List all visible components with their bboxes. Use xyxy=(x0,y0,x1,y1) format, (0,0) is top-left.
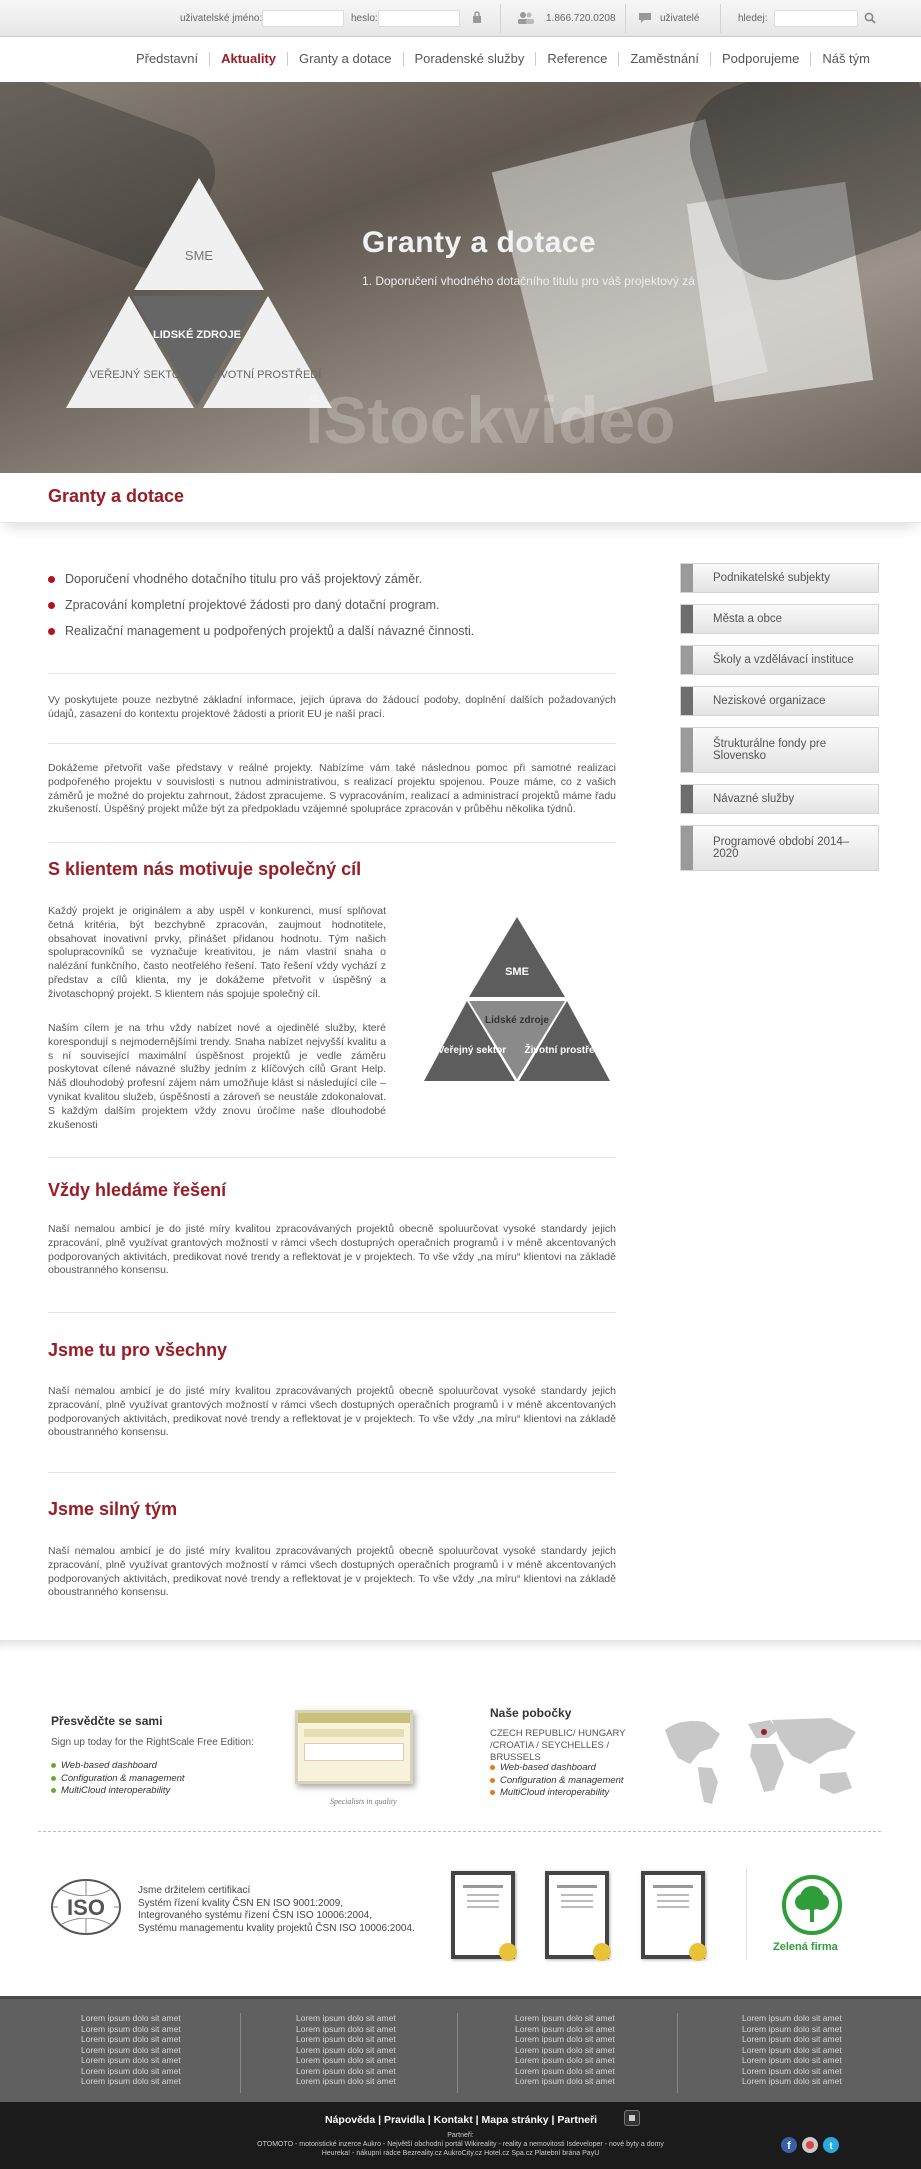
app-icon[interactable] xyxy=(624,2110,640,2126)
list-item: Web-based dashboard xyxy=(51,1760,185,1773)
intro-paragraph-2: Dokážeme přetvořit vaše představy v reálné projekty. Nabízíme vám také následnou pomoc při samotné realizaci podpořeného projektu v souvislosti s nutnou administrativou, s realizací projektu spojenou. Pouze máme, co z vašich záměrů je možné do projektu zahrnout, žádost zpracujeme. S vypracováním, realizací a administrací projektů máme řadu zkušeností. Úspěšný projekt může být za předpokladu vzájemné spolupráce zpracován v průběhu několika týdnů. xyxy=(48,762,616,816)
partners-line[interactable]: OTOMOTO - motoristické inzerce Aukro - Největší obchodní portál Wikireality - reality a nemovitosti Isdeveloper - nové byty a domy xyxy=(257,2141,664,2148)
footer-link[interactable]: Lorem ipsum dolo sit amet xyxy=(296,2023,396,2034)
page-title: Granty a dotace xyxy=(48,486,185,506)
svg-text:f: f xyxy=(787,2140,791,2152)
divider xyxy=(48,673,616,674)
list-item: Doporučení vhodného dotačního titulu pro váš projektový záměr. xyxy=(48,572,474,586)
sidebar-item-navazne[interactable]: Návazné služby xyxy=(680,784,879,814)
sidebar xyxy=(680,563,879,882)
section-heading-vsechny: Jsme tu pro všechny xyxy=(48,1340,228,1360)
footer-link-columns xyxy=(0,1996,921,2102)
section-heading-reseni: Vždy hledáme řešení xyxy=(48,1180,227,1200)
certificate-image[interactable] xyxy=(641,1871,705,1959)
tri-sme: SME xyxy=(505,966,529,978)
promo-screenshot-thumbnail[interactable] xyxy=(295,1710,413,1784)
password-input[interactable] xyxy=(378,10,460,27)
footer-link[interactable]: Lorem ipsum dolo sit amet xyxy=(296,2065,396,2076)
partners-line[interactable]: Heureka! - nákupní rádce Bezreality.cz AukroCity.cz Hotel.cz Spa.cz Platební brána PayU xyxy=(321,2150,600,2157)
promo-caption: Specialists in quality xyxy=(330,1797,397,1806)
footer-link[interactable]: Lorem ipsum dolo sit amet xyxy=(296,2013,396,2023)
divider xyxy=(457,2013,458,2093)
service-bullet-list xyxy=(48,572,474,650)
link-mapa[interactable]: Mapa stránky xyxy=(481,2114,549,2126)
nav-item-granty[interactable]: Granty a dotace xyxy=(287,52,403,66)
divider xyxy=(746,1868,747,1960)
promo-title: Přesvědčte se sami xyxy=(51,1714,163,1728)
green-company-label: Zelená firma xyxy=(773,1941,838,1953)
hero-banner xyxy=(0,82,921,473)
hero-triangle-diagram xyxy=(66,178,332,473)
footer-link[interactable]: Lorem ipsum dolo sit amet xyxy=(742,2023,842,2034)
sidebar-item-podnikatelske[interactable]: Podnikatelské subjekty xyxy=(680,563,879,593)
hero-subtitle: 1. Doporučení vhodného dotačního titulu pro váš projektový zá xyxy=(362,274,695,288)
sidebar-item-skoly[interactable]: Školy a vzdělávací instituce xyxy=(680,645,879,675)
list-item: MultiCloud interoperability xyxy=(51,1785,185,1798)
footer-link[interactable]: Lorem ipsum dolo sit amet xyxy=(81,2055,181,2065)
footer-link[interactable]: Lorem ipsum dolo sit amet xyxy=(742,2044,842,2055)
footer-link[interactable]: Lorem ipsum dolo sit amet xyxy=(81,2013,181,2023)
info-footer xyxy=(0,1640,921,1840)
footer-column xyxy=(742,2013,842,2087)
link-napoveda[interactable]: Nápověda xyxy=(325,2114,376,2126)
lock-icon[interactable] xyxy=(472,11,482,24)
phone-number: 1.866.720.0208 xyxy=(546,13,616,24)
promo-feature-list xyxy=(51,1760,185,1798)
google-plus-icon[interactable] xyxy=(802,2137,818,2153)
tri-lidske: Lidské zdroje xyxy=(485,1015,549,1026)
footer-link[interactable]: Lorem ipsum dolo sit amet xyxy=(742,2034,842,2044)
branches-title: Naše pobočky xyxy=(490,1706,572,1720)
iso-logo xyxy=(50,1878,122,1936)
branches-feature-list xyxy=(490,1762,624,1800)
divider xyxy=(500,4,501,33)
triangle-diagram xyxy=(424,917,610,1081)
hero-tri-zivotni: ŽIVOTNÍ PROSTŘEDÍ xyxy=(210,369,322,381)
link-partneri[interactable]: Partneři xyxy=(557,2114,598,2126)
section-reseni-paragraph: Naší nemalou ambicí je do jisté míry kvalitou zpracovávaných projektů obecně spoluurčovat vysoké standardy jejich zpracování, plně využívat grantových možností v rámci všech dostupných operačních programů i v méně akcentovaných podporovaných aktivitách, predikovat nové trendy a reflektovat je v projektech. To vše vždy „na míru“ klientovi na základě oboustranného konsensu. xyxy=(48,1223,616,1277)
green-company-logo xyxy=(781,1874,843,1936)
nav-item-nas-tym[interactable]: Náš tým xyxy=(810,52,881,66)
search-label: hledej: xyxy=(738,13,768,24)
partners-label: Partneři: xyxy=(447,2132,474,2139)
password-label: heslo: xyxy=(351,13,378,24)
hero-tri-sme: SME xyxy=(184,248,214,263)
certification-text xyxy=(138,1885,415,1935)
footer-link[interactable]: Lorem ipsum dolo sit amet xyxy=(515,2034,615,2044)
footer-link[interactable]: Lorem ipsum dolo sit amet xyxy=(81,2076,181,2086)
nav-item-aktuality[interactable]: Aktuality xyxy=(209,52,287,66)
main-nav xyxy=(125,52,881,66)
tri-zivotni: Životní prostředí xyxy=(524,1045,604,1056)
iso-text: ISO xyxy=(67,1895,105,1920)
footer-link[interactable]: Lorem ipsum dolo sit amet xyxy=(81,2044,181,2055)
footer-link[interactable]: Lorem ipsum dolo sit amet xyxy=(515,2065,615,2076)
username-label: uživatelské jméno: xyxy=(180,13,263,24)
footer-link[interactable]: Lorem ipsum dolo sit amet xyxy=(515,2055,615,2065)
divider xyxy=(38,1831,881,1832)
sidebar-item-mesta[interactable]: Města a obce xyxy=(680,604,879,634)
footer-link[interactable]: Lorem ipsum dolo sit amet xyxy=(742,2065,842,2076)
divider xyxy=(48,1472,616,1473)
footer-column xyxy=(81,2013,181,2087)
sidebar-item-neziskove[interactable]: Neziskové organizace xyxy=(680,686,879,716)
bottom-bar xyxy=(0,2102,921,2169)
footer-link[interactable]: Lorem ipsum dolo sit amet xyxy=(742,2013,842,2023)
certification-line: Systém řízení kvality ČSN EN ISO 9001:2009, xyxy=(138,1897,344,1909)
footer-link[interactable]: Lorem ipsum dolo sit amet xyxy=(515,2076,615,2086)
world-map-icon[interactable] xyxy=(660,1712,865,1812)
nav-item-poradenske[interactable]: Poradenské služby xyxy=(403,52,536,66)
divider xyxy=(48,1157,616,1158)
list-item: Configuration & management xyxy=(51,1773,185,1786)
link-pravidla[interactable]: Pravidla xyxy=(383,2114,425,2126)
sidebar-item-programove[interactable]: Programové období 2014–2020 xyxy=(680,825,879,871)
chat-icon xyxy=(638,12,652,24)
footer-link[interactable]: Lorem ipsum dolo sit amet xyxy=(81,2034,181,2044)
users-icon xyxy=(517,11,534,24)
users-link[interactable]: uživatelé xyxy=(660,13,700,24)
tri-verejny: Veřejný sektor xyxy=(437,1045,507,1056)
nav-item-podporujeme[interactable]: Podporujeme xyxy=(710,52,810,66)
link-kontakt[interactable]: Kontakt xyxy=(433,2114,473,2126)
certification-line: Systému managementu kvality projektů ČSN ISO 10006:2004. xyxy=(138,1922,415,1934)
list-item: Configuration & management xyxy=(490,1775,624,1788)
certificate-image[interactable] xyxy=(545,1871,609,1959)
footer-link[interactable]: Lorem ipsum dolo sit amet xyxy=(296,2034,396,2044)
hero-title: Granty a dotace xyxy=(362,226,597,259)
footer-link[interactable]: Lorem ipsum dolo sit amet xyxy=(742,2055,842,2065)
footer-link[interactable]: Lorem ipsum dolo sit amet xyxy=(515,2023,615,2034)
certification-line: Integrovaného systému řízení ČSN ISO 10006:2004, xyxy=(138,1910,373,1921)
footer-link[interactable]: Lorem ipsum dolo sit amet xyxy=(742,2076,842,2086)
bottom-links: Nápověda | Pravidla | Kontakt | Mapa stránky | Partneři xyxy=(325,2114,598,2126)
nav-item-zamestnani[interactable]: Zaměstnání xyxy=(618,52,710,66)
section-klient-paragraph-1: Každý projekt je originálem a aby uspěl v konkurenci, musí splňovat četná kritéria, být bezchybně zpracován, zaujmout hodnotitele, obsahovat inovativní prvky, přinášet přidanou hodnotu. Tým našich spolupracovníků se vyznačuje kreativitou, je nám vlastní snaha o nalézání funkčního, často neotřelého řešení. Tato řešení vždy vychází z představ a cílů klienta, my je dokážeme přetvořit v úspěšný a životaschopný projekt. S klientem nás spojuje společný cíl. xyxy=(48,905,386,1000)
section-heading-klient: S klientem nás motivuje společný cíl xyxy=(48,859,362,879)
footer-link[interactable]: Lorem ipsum dolo sit amet xyxy=(81,2023,181,2034)
list-item: Web-based dashboard xyxy=(490,1762,624,1775)
intro-paragraph-1: Vy poskytujete pouze nezbytné základní informace, jejich úprava do žádoucí podoby, doplnění dalších požadovaných údajů, zasazení do kontextu projektové žádosti a priorit EU je naší prací. xyxy=(48,694,616,720)
divider xyxy=(625,4,626,33)
list-item: MultiCloud interoperability xyxy=(490,1787,624,1800)
footer-link[interactable]: Lorem ipsum dolo sit amet xyxy=(81,2065,181,2076)
divider xyxy=(48,842,616,843)
footer-column xyxy=(296,2013,396,2087)
list-item: Zpracování kompletní projektové žádosti pro daný dotační program. xyxy=(48,598,474,612)
hero-tri-verejny: VEŘEJNÝ SEKTOR xyxy=(89,369,189,381)
social-icons xyxy=(780,2136,842,2154)
footer-link[interactable]: Lorem ipsum dolo sit amet xyxy=(515,2044,615,2055)
hero-tri-lidske: LIDSKÉ ZDROJE xyxy=(152,329,242,341)
footer-link[interactable]: Lorem ipsum dolo sit amet xyxy=(296,2076,396,2086)
divider xyxy=(720,4,721,33)
nav-item-reference[interactable]: Reference xyxy=(535,52,618,66)
branches-countries: CZECH REPUBLIC/ HUNGARY /CROATIA / SEYCHELLES / BRUSSELS xyxy=(490,1728,626,1763)
certification-line: Jsme držitelem certifikací xyxy=(138,1885,251,1896)
search-icon[interactable] xyxy=(864,12,876,24)
section-tym-paragraph: Naší nemalou ambicí je do jisté míry kvalitou zpracovávaných projektů obecně spoluurčovat vysoké standardy jejich zpracování, plně využívat grantových možností v rámci všech dostupných operačních programů i v méně akcentovaných podporovaných aktivitách, predikovat nové trendy a reflektovat je v projektech. To vše vždy „na míru“ klientovi na základě oboustranného konsensu. xyxy=(48,1545,616,1599)
divider xyxy=(48,743,616,744)
username-input[interactable] xyxy=(262,10,344,27)
hero-watermark: iStockvideo xyxy=(305,383,676,457)
twitter-icon[interactable] xyxy=(823,2137,839,2153)
divider xyxy=(48,1312,616,1313)
sidebar-item-strukturalne[interactable]: Štrukturálne fondy pre Slovensko xyxy=(680,727,879,773)
section-vsechny-paragraph: Naší nemalou ambicí je do jisté míry kvalitou zpracovávaných projektů obecně spoluurčovat vysoké standardy jejich zpracování, plně využívat grantových možností v rámci všech dostupných operačních programů i v méně akcentovaných podporovaných aktivitách, predikovat nové trendy a reflektovat je v projektech. To vše vždy „na míru“ klientovi na základě oboustranného konsensu. xyxy=(48,1385,616,1439)
facebook-icon[interactable] xyxy=(781,2137,797,2153)
promo-subtitle: Sign up today for the RightScale Free Edition: xyxy=(51,1737,254,1748)
top-bar xyxy=(0,0,921,37)
footer-link[interactable]: Lorem ipsum dolo sit amet xyxy=(515,2013,615,2023)
svg-text:t: t xyxy=(829,2141,833,2152)
divider xyxy=(677,2013,678,2093)
nav-item-predstavni[interactable]: Představní xyxy=(135,51,199,66)
shadow-band xyxy=(0,1640,921,1670)
footer-column xyxy=(515,2013,615,2087)
section-klient-paragraph-2: Naším cílem je na trhu vždy nabízet nové a ojedinělé služby, které korespondují s nejmodernějšími trendy. Snaha nabízet nejvyšší kvalitu a s ní související maximální úspěšnost projektů je vedle záměru poskytovat cílené návazné služby jedním z klíčových cílů Grant Help. Náš dlouhodobý profesní zájem nám umožňuje klást si následující cíle – vynikat kvalitou služeb, úspěšností a zároveň se neustále zdokonalovat. S každým dalším projektem vždy znovu úročíme naše dlouhodobé zkušenosti xyxy=(48,1022,386,1131)
footer-link[interactable]: Lorem ipsum dolo sit amet xyxy=(296,2055,396,2065)
search-input[interactable] xyxy=(774,10,858,27)
divider xyxy=(240,2013,241,2093)
section-heading-tym: Jsme silný tým xyxy=(48,1499,178,1519)
list-item: Realizační management u podpořených projektů a další návazné činnosti. xyxy=(48,624,474,638)
certificate-image[interactable] xyxy=(451,1871,515,1959)
footer-link[interactable]: Lorem ipsum dolo sit amet xyxy=(296,2044,396,2055)
page-heading-band xyxy=(0,473,921,523)
